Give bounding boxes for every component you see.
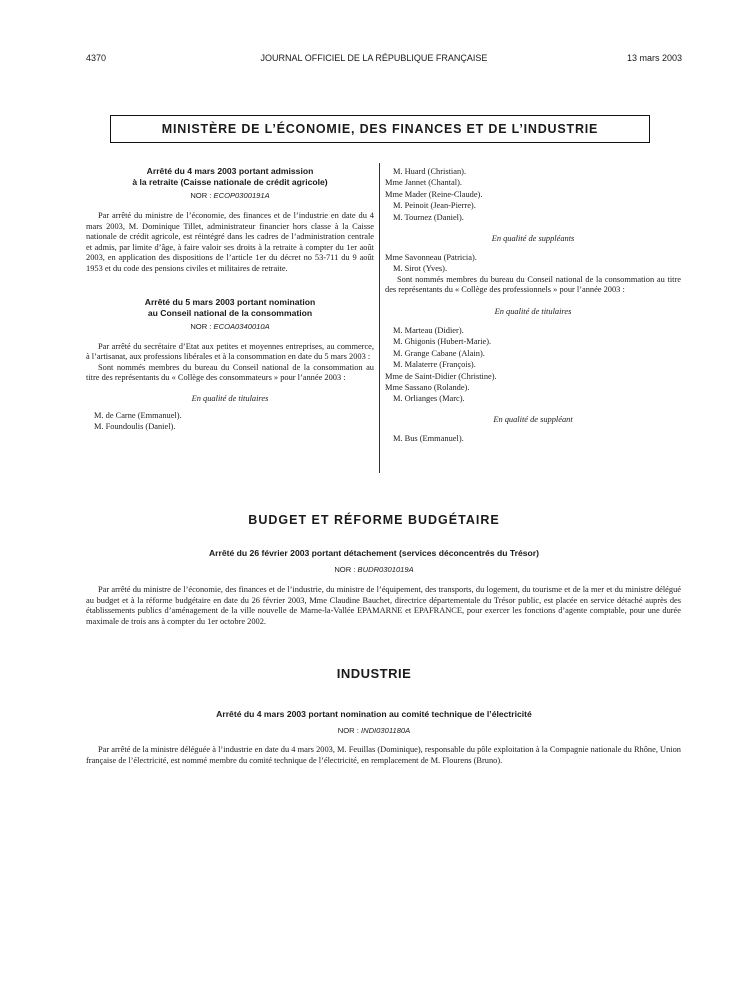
nor-reference — [86, 322, 374, 332]
nor-label: NOR : — [334, 565, 358, 574]
ministry-title: MINISTÈRE DE L’ÉCONOMIE, DES FINANCES ET DE L’INDUSTRIE — [161, 122, 599, 136]
name-list — [86, 410, 374, 433]
nor-code: ECOP0300191A — [213, 191, 270, 200]
name-list — [385, 166, 681, 223]
list-item: M. Tournez (Daniel). — [393, 212, 464, 222]
article-body: Sont nommés membres du bureau du Conseil national de la consommation au titre des représentants du « Collège des consommateurs » pour l’année 2003 : — [86, 362, 374, 383]
issue-date: 13 mars 2003 — [626, 53, 682, 63]
article-body: Sont nommés membres du bureau du Conseil national de la consommation au titre des représentants du « Collège des professionnels » pour l’année 2003 : — [385, 274, 681, 295]
article-body: Par arrêté du secrétaire d’Etat aux petites et moyennes entreprises, au commerce, à l’artisanat, aux professions libérales et à la consommation en date du 5 mars 2003 : — [86, 341, 374, 362]
article-title — [86, 166, 374, 188]
article-title — [86, 297, 374, 319]
list-item: Mme Savonneau (Patricia). — [385, 253, 477, 263]
list-item: Mme Sassano (Rolande). — [385, 383, 470, 393]
nor-reference — [86, 191, 374, 201]
qualite-heading: En qualité de suppléants — [491, 234, 575, 244]
list-item: Mme Jannet (Chantal). — [385, 178, 462, 188]
article-title-line: Arrêté du 4 mars 2003 portant admission — [146, 166, 314, 176]
name-list — [385, 252, 681, 275]
nor-reference — [0, 726, 748, 736]
list-item: M. Peinoit (Jean-Pierre). — [393, 201, 476, 211]
nor-code: ECOA0340010A — [213, 321, 270, 331]
list-item: M. Ghigonis (Hubert-Marie). — [393, 337, 492, 347]
list-item: Mme Mader (Reine-Claude). — [385, 189, 483, 199]
journal-title: JOURNAL OFFICIEL DE LA RÉPUBLIQUE FRANÇAISE — [260, 53, 488, 63]
list-item: M. Malaterre (François). — [393, 360, 476, 370]
article-title-line: au Conseil national de la consommation — [147, 307, 313, 318]
article-title-line: Arrêté du 5 mars 2003 portant nomination — [144, 296, 316, 307]
section-heading-industrie: INDUSTRIE — [336, 666, 412, 681]
page-number: 4370 — [86, 53, 107, 63]
nor-reference — [0, 565, 748, 575]
article-title: Arrêté du 4 mars 2003 portant nomination au comité technique de l’électricité — [216, 709, 532, 719]
list-item: M. Marteau (Didier). — [393, 326, 464, 336]
name-list — [385, 325, 681, 405]
article-body: Par arrêté du ministre de l’économie, des finances et de l’industrie en date du 4 mars 2003, M. Dominique Tillet, administrateur financier hors classe à la Caisse nationale de crédit agricole, est réintégré dans les cadres de l’administration centrale et admis, par limite d’âge, à faire valoir ses droits à la retraite à compter du 1er août 2003, en application des dispositions de l’article 1er du décret no 53-711 du 9 août 1953 et du code des pensions civiles et militaires de retraite. — [86, 211, 374, 273]
qualite-heading: En qualité de titulaires — [191, 393, 269, 403]
nor-label: NOR : — [190, 321, 214, 331]
list-item: Mme de Saint-Didier (Christine). — [385, 371, 497, 381]
list-item: M. Bus (Emmanuel). — [393, 433, 464, 443]
nor-label: NOR : — [337, 726, 361, 735]
list-item: M. Orlianges (Marc). — [393, 394, 465, 404]
article-title-line: à la retraite (Caisse nationale de crédit agricole) — [132, 177, 328, 187]
list-item: M. de Carne (Emmanuel). — [94, 410, 182, 420]
right-column — [385, 166, 681, 444]
section-heading-budget: BUDGET ET RÉFORME BUDGÉTAIRE — [248, 513, 500, 527]
nor-label: NOR : — [190, 191, 214, 200]
nor-code: BUDR0301019A — [357, 565, 414, 574]
list-item: M. Foundoulis (Daniel). — [94, 422, 176, 432]
article-body: Par arrêté de la ministre déléguée à l’industrie en date du 4 mars 2003, M. Feuillas (Dominique), responsable du pôle exploitation à la Compagnie nationale du Rhône, Union française de l’électricité, est nommé membre du comité technique de l’électricité, en remplacement de M. Flourens (Bruno). — [86, 745, 681, 765]
name-list — [385, 433, 681, 444]
list-item: M. Huard (Christian). — [393, 167, 467, 176]
qualite-heading: En qualité de titulaires — [494, 307, 572, 317]
article-title: Arrêté du 26 février 2003 portant détachement (services déconcentrés du Trésor) — [208, 548, 540, 558]
qualite-heading: En qualité de suppléant — [493, 414, 573, 424]
list-item: M. Grange Cabane (Alain). — [393, 348, 485, 358]
left-column — [86, 166, 374, 433]
list-item: M. Sirot (Yves). — [393, 264, 448, 274]
nor-code: INDI0301180A — [360, 726, 411, 735]
column-divider — [379, 163, 380, 473]
ministry-banner — [110, 115, 650, 143]
article-body: Par arrêté du ministre de l’économie, des finances et de l’industrie, du ministre de l’équipement, des transports, du logement, du tourisme et de la mer et du ministre délégué au budget et à la réforme budgétaire en date du 26 février 2003, Mme Claudine Bauchet, directrice départementale du Trésor public, est placée en service détaché auprès des établissements publics d’aménagement de la ville nouvelle de Marne-la-Vallée EPAMARNE et EPAFRANCE, pour exercer les fonctions d’agente comptable, pour une durée maximale de trois ans à compter du 1er octobre 2002. — [86, 585, 681, 626]
